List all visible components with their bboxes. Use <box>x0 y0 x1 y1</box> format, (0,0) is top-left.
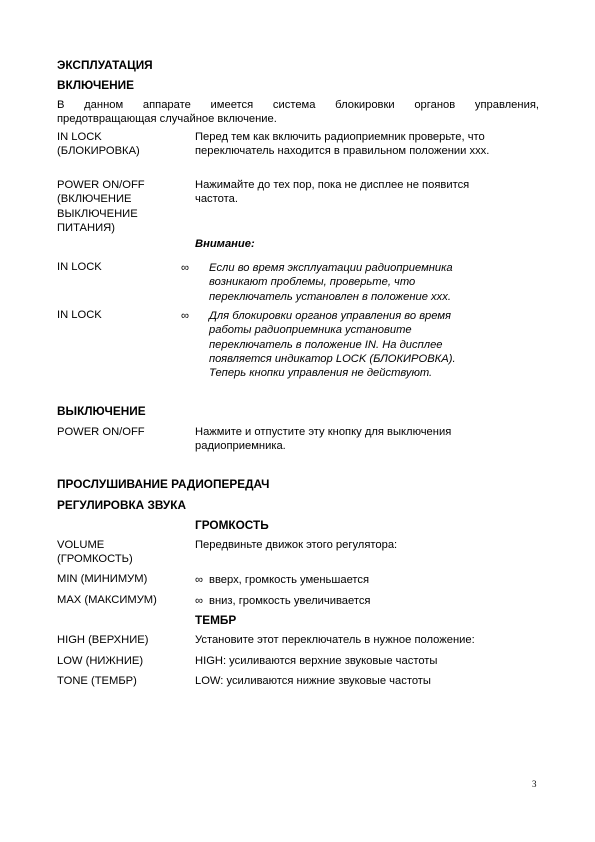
text-max: ∞ вниз, громкость увеличивается <box>195 595 371 607</box>
text-power-on-off: Нажимайте до тех пор, пока не дисплее не появится частота. <box>195 179 470 206</box>
note-in-lock-block: ∞ Для блокировки органов управления во время работы радиоприемника установите переключатель в положение IN. На дисплее появляется индикатор LOCK (БЛОКИРОВКА). Теперь кнопки управления не действуют. <box>181 310 456 380</box>
section-heading-switch-off: ВЫКЛЮЧЕНИЕ <box>57 404 146 418</box>
text-in-lock: Перед тем как включить радиоприемник проверьте, что переключатель находится в правильном положении xxx. <box>195 131 490 158</box>
text-volume: Передвиньте движок этого регулятора: <box>195 539 398 551</box>
label-volume: VOLUME (ГРОМКОСТЬ) <box>57 539 133 566</box>
section-heading-listening: ПРОСЛУШИВАНИЕ РАДИОПЕРЕДАЧ <box>57 477 270 491</box>
label-max: MAX (МАКСИМУМ) <box>57 594 157 606</box>
label-in-lock-3: IN LOCK <box>57 309 102 321</box>
section-heading-sound-adjust: РЕГУЛИРОВКА ЗВУКА <box>57 498 186 512</box>
subheading-volume: ГРОМКОСТЬ <box>195 518 269 532</box>
subheading-tone: ТЕМБР <box>195 613 237 627</box>
label-power-off: POWER ON/OFF <box>57 426 145 438</box>
text-low: HIGH: усиливаются верхние звуковые частоты <box>195 655 438 667</box>
intro-line-2: предотвращающая случайное включение. <box>57 113 277 126</box>
label-min: MIN (МИНИМУМ) <box>57 573 148 585</box>
section-heading-exploitation: ЭКСПЛУАТАЦИЯ <box>57 58 153 72</box>
label-power-on-off: POWER ON/OFF (ВКЛЮЧЕНИЕ ВЫКЛЮЧЕНИЕ ПИТАНИЯ) <box>57 179 145 234</box>
bullet-icon: ∞ <box>195 574 203 586</box>
page-number: 3 <box>532 779 537 789</box>
text-min: ∞ вверх, громкость уменьшается <box>195 574 370 586</box>
bullet-icon: ∞ <box>181 262 189 274</box>
attention-label: Внимание: <box>195 238 255 250</box>
bullet-icon: ∞ <box>195 595 203 607</box>
label-tone: TONE (ТЕМБР) <box>57 675 137 687</box>
intro-paragraph <box>57 98 539 127</box>
bullet-icon: ∞ <box>181 310 189 322</box>
intro-line-1: В данном аппарате имеется система блокировки органов управления, <box>57 99 539 111</box>
section-heading-switch-on: ВКЛЮЧЕНИЕ <box>57 78 135 92</box>
note-in-lock-problems: ∞ Если во время эксплуатации радиоприемника возникают проблемы, проверьте, что переключатель установлен в положение xxx. <box>181 262 453 303</box>
text-power-off: Нажмите и отпустите эту кнопку для выключения радиоприемника. <box>195 426 452 453</box>
text-high: Установите этот переключатель в нужное положение: <box>195 634 475 646</box>
label-high: HIGH (ВЕРХНИЕ) <box>57 634 149 646</box>
label-in-lock-2: IN LOCK <box>57 261 102 273</box>
label-in-lock: IN LOCK (БЛОКИРОВКА) <box>57 131 140 158</box>
text-tone: LOW: усиливаются нижние звуковые частоты <box>195 675 431 687</box>
label-low: LOW (НИЖНИЕ) <box>57 655 144 667</box>
